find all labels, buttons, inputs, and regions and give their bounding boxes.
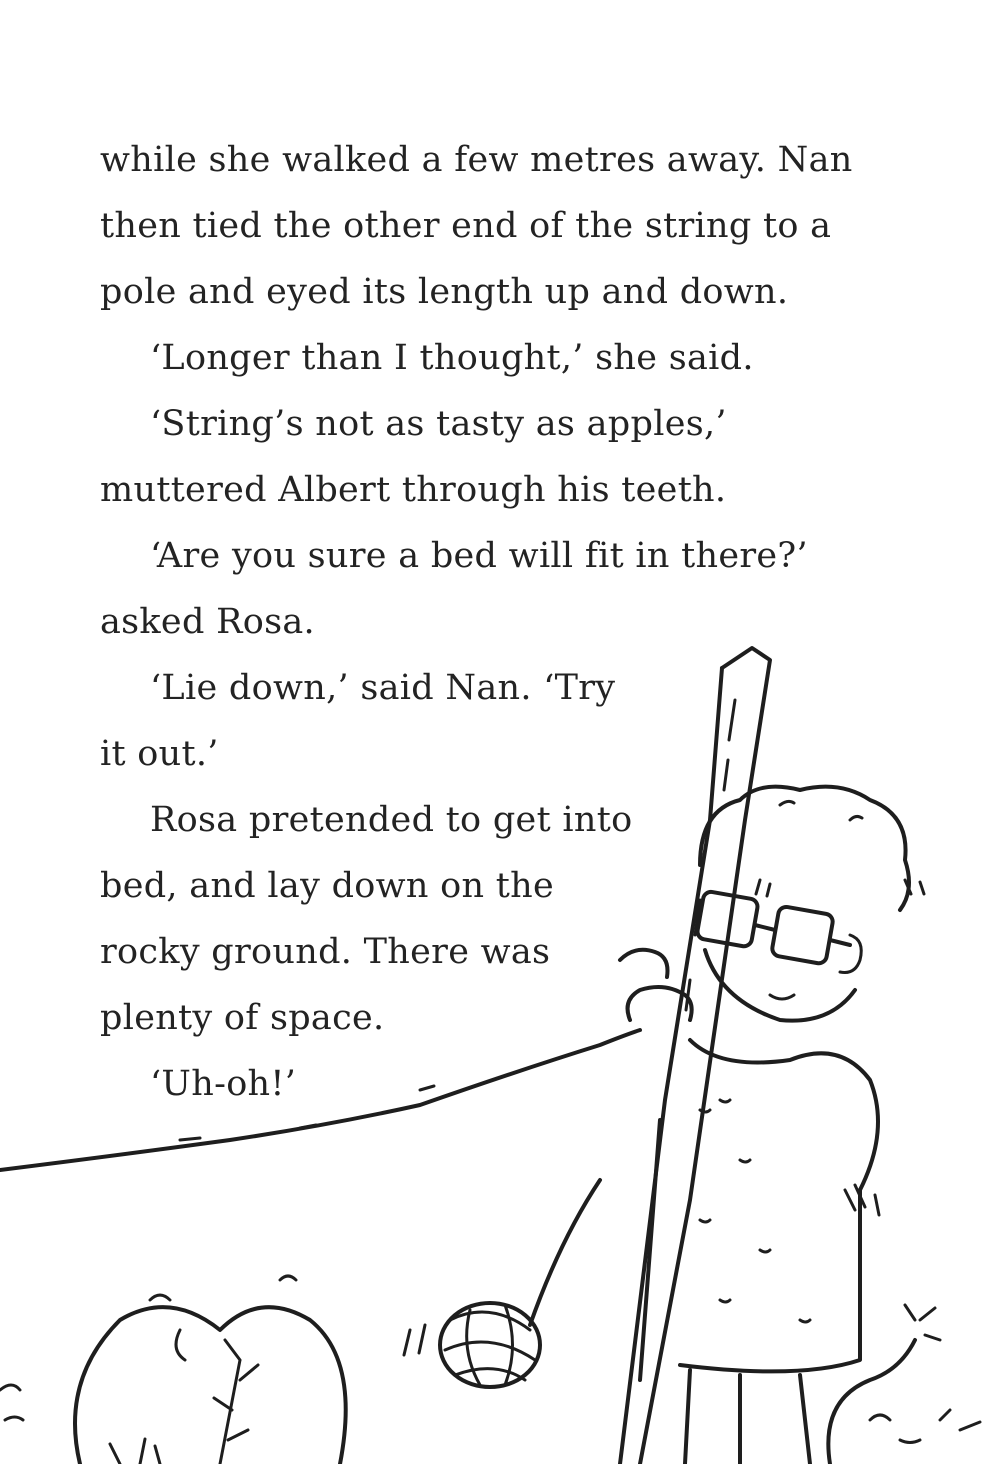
text-line: rocky ground. There was [100,932,551,972]
text-line: Rosa pretended to get into [150,800,633,840]
text-line: while she walked a few metres away. Nan [100,140,853,180]
string-line [0,1030,640,1170]
text-line: ‘String’s not as tasty as apples,’ [150,404,727,444]
text-line: ‘Are you sure a bed will fit in there?’ [150,536,808,576]
text-line: ‘Lie down,’ said Nan. ‘Try [150,668,616,708]
nan-character [620,787,924,1464]
text-line: ‘Longer than I thought,’ she said. [150,338,754,378]
text-line: asked Rosa. [100,602,315,642]
text-line: plenty of space. [100,998,385,1038]
text-line: pole and eyed its length up and down. [100,272,789,312]
text-line: then tied the other end of the string to a [100,206,832,246]
text-line: bed, and lay down on the [100,866,555,906]
text-line: muttered Albert through his teeth. [100,470,727,510]
text-line: it out.’ [100,734,219,774]
text-line: ‘Uh-oh!’ [150,1064,297,1104]
string-ball [404,1180,600,1387]
